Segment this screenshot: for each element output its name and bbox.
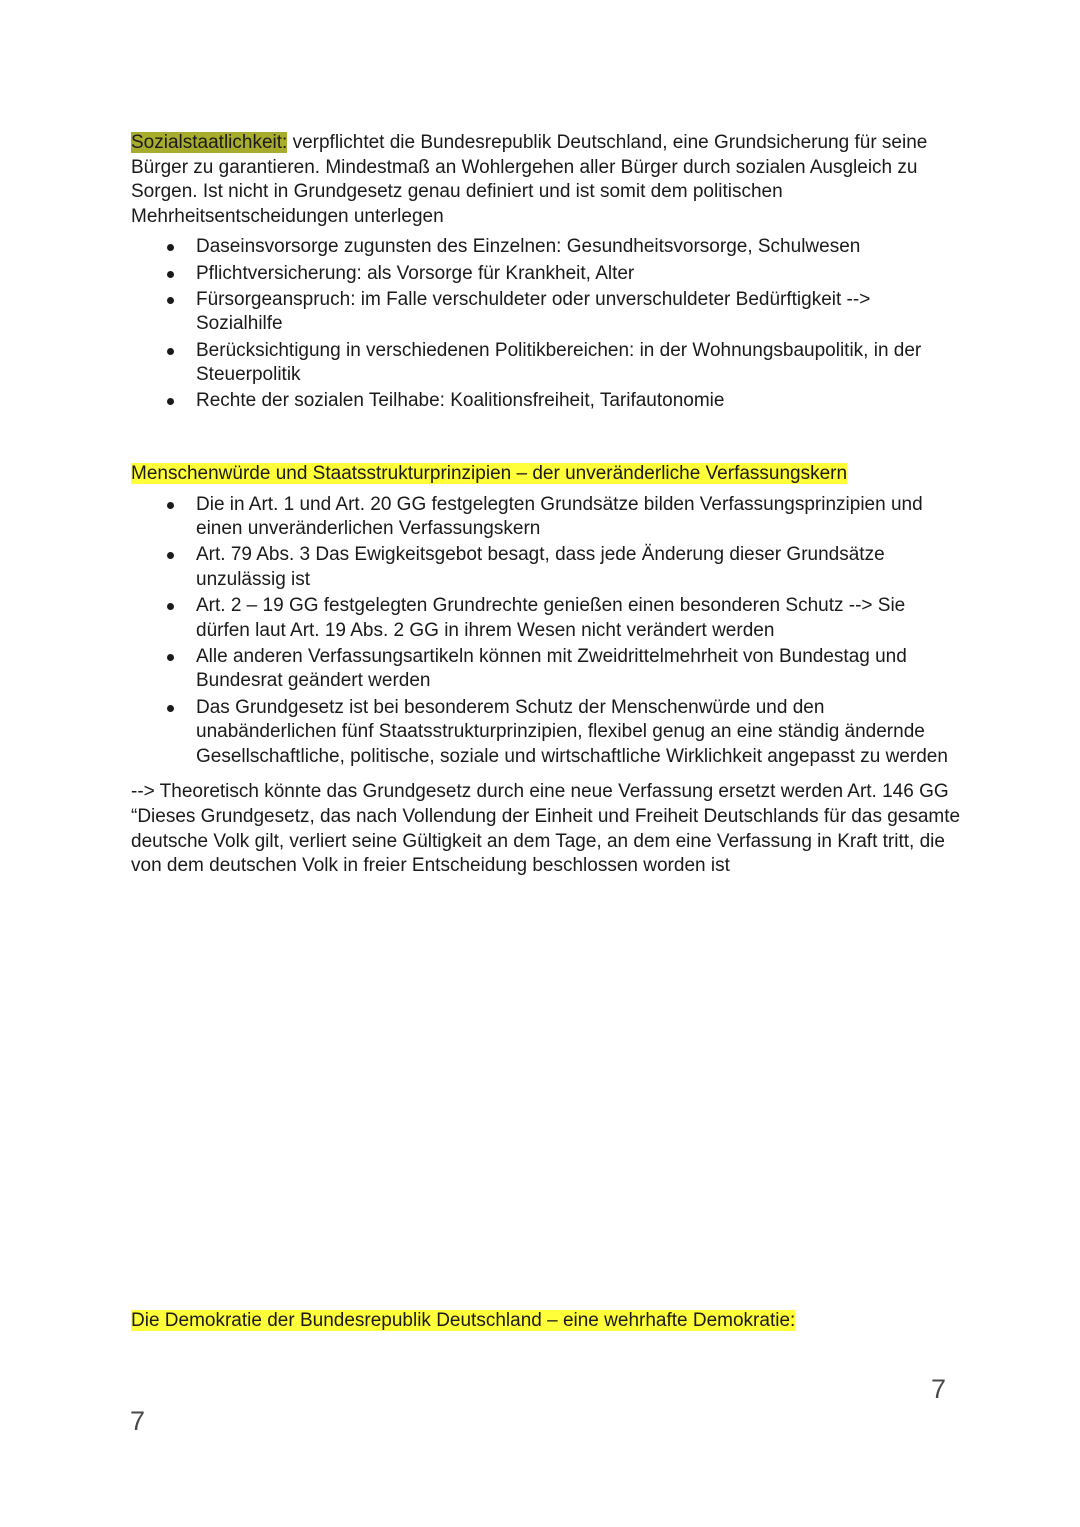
sozialstaat-bullet-list <box>131 235 961 414</box>
list-item: Art. 79 Abs. 3 Das Ewigkeitsgebot besagt, dass jede Änderung dieser Grundsätze unzulässig ist <box>131 543 961 592</box>
list-item: Rechte der sozialen Teilhabe: Koalitionsfreiheit, Tarifautonomie <box>131 389 961 414</box>
list-item: Art. 2 – 19 GG festgelegten Grundrechte genießen einen besonderen Schutz --> Sie dürfen laut Art. 19 Abs. 2 GG in ihrem Wesen nicht verändert werden <box>131 594 961 643</box>
page-number-right: 7 <box>931 1374 947 1404</box>
sozialstaat-term: Sozialstaatlichkeit: <box>131 132 288 153</box>
verfassungskern-bullet-list <box>131 493 961 770</box>
list-item: Daseinsvorsorge zugunsten des Einzelnen: Gesundheitsvorsorge, Schulwesen <box>131 235 961 260</box>
list-item: Berücksichtigung in verschiedenen Politikbereichen: in der Wohnungsbaupolitik, in der Steuerpolitik <box>131 339 961 388</box>
art146-paragraph: --> Theoretisch könnte das Grundgesetz durch eine neue Verfassung ersetzt werden Art. 146 GG “Dieses Grundgesetz, das nach Vollendung der Einheit und Freiheit Deutschlands für das gesamte deutsche Volk gilt, verliert seine Gültigkeit an dem Tage, an dem eine Verfassung in Kraft tritt, die von dem deutschen Volk in freier Entscheidung beschlossen worden ist <box>131 781 961 877</box>
sozialstaat-paragraph <box>131 131 961 229</box>
verfassungskern-heading <box>131 462 961 487</box>
list-item: Alle anderen Verfassungsartikeln können mit Zweidrittelmehrheit von Bundestag und Bundesrat geändert werden <box>131 645 961 694</box>
wehrhafte-demokratie-heading <box>131 1309 795 1334</box>
verfassungskern-heading-text: Menschenwürde und Staatsstrukturprinzipien – der unveränderliche Verfassungskern <box>131 462 848 484</box>
list-item: Das Grundgesetz ist bei besonderem Schutz der Menschenwürde und den unabänderlichen fünf Staatsstrukturprinzipien, flexibel genug an eine ständig ändernde Gesellschaftliche, politische, soziale und wirtschaftliche Wirklichkeit angepasst zu werden <box>131 696 961 770</box>
list-item: Pflichtversicherung: als Vorsorge für Krankheit, Alter <box>131 262 961 287</box>
document-body <box>131 131 961 879</box>
wehrhafte-demokratie-heading-text: Die Demokratie der Bundesrepublik Deutschland – eine wehrhafte Demokratie: <box>131 1310 796 1331</box>
sozialstaat-intro: verpflichtet die Bundesrepublik Deutschland, eine Grundsicherung für seine Bürger zu garantieren. Mindestmaß an Wohlergehen aller Bürger durch sozialen Ausgleich zu Sorgen. Ist nicht in Grundgesetz genau definiert und ist somit dem politischen Mehrheitsentscheidungen unterlegen <box>131 132 928 227</box>
page-number-left: 7 <box>130 1406 146 1436</box>
list-item: Die in Art. 1 und Art. 20 GG festgelegten Grundsätze bilden Verfassungsprinzipien und einen unveränderlichen Verfassungskern <box>131 493 961 542</box>
list-item: Fürsorgeanspruch: im Falle verschuldeter oder unverschuldeter Bedürftigkeit --> Sozialhilfe <box>131 288 961 337</box>
